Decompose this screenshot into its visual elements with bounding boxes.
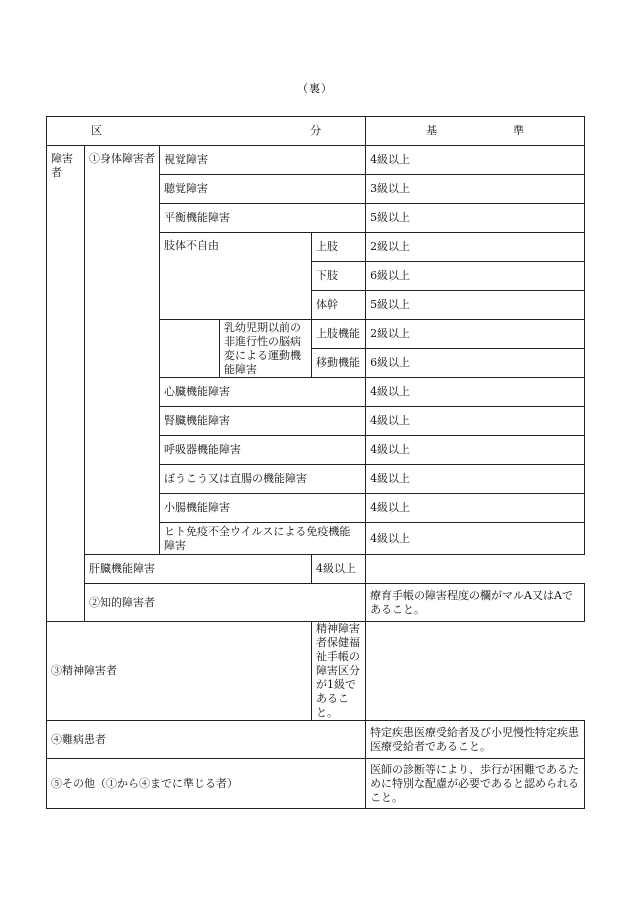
intestine-standard: 4級以上 <box>366 494 585 523</box>
category-disabled-person: 障害者 <box>47 146 85 622</box>
table-row <box>47 584 585 622</box>
limb-upper-label: 上肢 <box>312 233 366 262</box>
limb-lower-label: 下肢 <box>312 262 366 291</box>
category-physical: ①身体障害者 <box>85 146 160 555</box>
balance-label: 平衡機能障害 <box>160 204 366 233</box>
kidney-standard: 4級以上 <box>366 407 585 436</box>
bladder-standard: 4級以上 <box>366 465 585 494</box>
hearing-standard: 3級以上 <box>366 175 585 204</box>
balance-standard: 5級以上 <box>366 204 585 233</box>
header-kijun: 基 準 <box>366 117 585 146</box>
other-label: ⑤その他（①から④までに準じる者） <box>47 759 366 809</box>
liver-label: 肝臓機能障害 <box>85 555 312 584</box>
table-row <box>47 555 585 584</box>
respiratory-standard: 4級以上 <box>366 436 585 465</box>
bladder-label: ぼうこう又は直腸の機能障害 <box>160 465 366 494</box>
respiratory-label: 呼吸器機能障害 <box>160 436 366 465</box>
limb-upper-standard: 2級以上 <box>366 233 585 262</box>
move-func-label: 移動機能 <box>312 349 366 378</box>
hearing-label: 聴覚障害 <box>160 175 366 204</box>
upper-func-standard: 2級以上 <box>366 320 585 349</box>
table-row <box>47 622 585 721</box>
intellectual-label: ②知的障害者 <box>85 584 366 622</box>
intractable-standard: 特定疾患医療受給者及び小児慢性特定疾患医療受給者であること。 <box>366 721 585 759</box>
infant-limb-spacer <box>160 320 220 378</box>
intractable-label: ④難病患者 <box>47 721 366 759</box>
table-header-row <box>47 117 585 146</box>
other-standard: 医師の診断等により、歩行が困難であるために特別な配慮が必要であると認められること。 <box>366 759 585 809</box>
intellectual-standard: 療育手帳の障害程度の欄がマルA又はAであること。 <box>366 584 585 622</box>
visual-label: 視覚障害 <box>160 146 366 175</box>
heart-standard: 4級以上 <box>366 378 585 407</box>
upper-func-label: 上肢機能 <box>312 320 366 349</box>
table-row <box>47 721 585 759</box>
limb-lower-standard: 6級以上 <box>366 262 585 291</box>
hiv-standard: 4級以上 <box>366 523 585 555</box>
page-side-label: （裏） <box>297 82 333 95</box>
mental-standard: 精神障害者保健福祉手帳の障害区分が1級であること。 <box>312 622 366 721</box>
visual-standard: 4級以上 <box>366 146 585 175</box>
infant-brain-lesion-label: 乳幼児期以前の非進行性の脳病変による運動機能障害 <box>220 320 312 378</box>
limb-label: 肢体不自由 <box>160 233 312 320</box>
liver-standard: 4級以上 <box>312 555 366 584</box>
heart-label: 心臓機能障害 <box>160 378 366 407</box>
table-row <box>47 759 585 809</box>
limb-trunk-label: 体幹 <box>312 291 366 320</box>
table-row <box>47 146 585 175</box>
kidney-label: 腎臓機能障害 <box>160 407 366 436</box>
hiv-label: ヒト免疫不全ウイルスによる免疫機能障害 <box>160 523 366 555</box>
intestine-label: 小腸機能障害 <box>160 494 366 523</box>
eligibility-criteria-table <box>46 116 585 809</box>
limb-trunk-standard: 5級以上 <box>366 291 585 320</box>
mental-label: ③精神障害者 <box>47 622 312 721</box>
header-kubun: 区 分 <box>47 117 366 146</box>
move-func-standard: 6級以上 <box>366 349 585 378</box>
